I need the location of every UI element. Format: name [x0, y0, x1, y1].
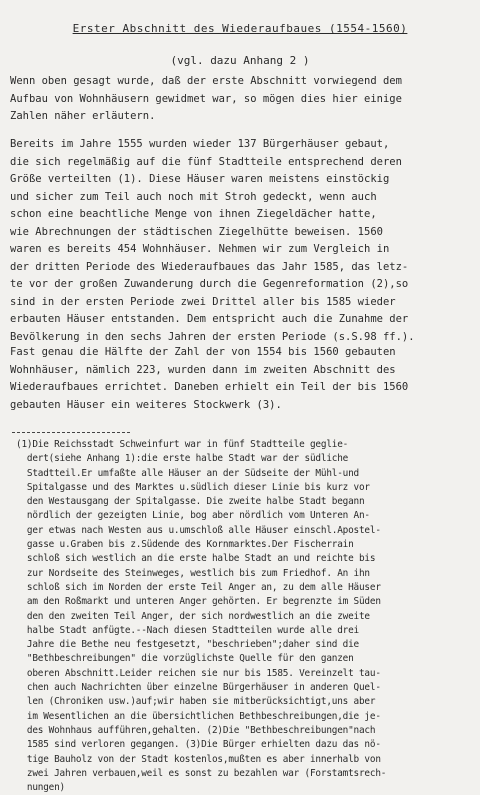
paragraph-house-counts: Bereits im Jahre 1555 wurden wieder 137 Bürgerhäuser gebaut, die sich regelmäßig auf die fünf Stadtteile entsprechend deren Größe verteilten (1). Diese Häuser waren meistens einstöckig und sicher zum Teil auch noch mit Stroh gedeckt, wenn auch schon eine beachtliche Menge von ihnen Ziegeldächer hatte, wie Abrechnungen der städtischen Ziegelhütte beweisen. 1560 waren es bereits 454 Wohnhäuser. Nehmen wir zum Vergleich in der dritten Periode des Wiederaufbaues das Jahr 1585, das letz- te vor der großen Zuwanderung durch die Gegenreformation (2),so sind in der ersten Periode zwei Drittel aller bis 1585 wieder erbauten Häuser entstanden. Dem entspricht auch die Zunahme der Bevölkerung in den sechs Jahren der ersten Periode (s.S.98 ff.).: [10, 138, 415, 343]
appendix-reference: (vgl. dazu Anhang 2 ): [170, 54, 310, 67]
footnote-divider: [12, 432, 130, 433]
paragraph-second-phase: Fast genau die Hälfte der Zahl der von 1554 bis 1560 gebauten Wohnhäuser, nämlich 223, wurden dann im zweiten Abschnitt des Wiederaufbaues errichtet. Daneben erhielt ein Teil der bis 1560 gebauten Häuser ein weiteres Stockwerk (3).: [10, 346, 409, 411]
footnotes: (1)Die Reichsstadt Schweinfurt war in fünf Stadtteile geglie- dert(siehe Anhang 1):die erste halbe Stadt war der südliche Stadtteil.Er umfaßte alle Häuser an der Südseite der Mühl-und Spitalgasse und des Marktes u.südlich dieser Linie bis kurz vor den Westausgang der Spitalgasse. Die zweite halbe Stadt begann nördlich der gezeigten Linie, bog aber nördlich vom Unteren An- ger etwas nach Westen aus u.umschloß alle Häuser einschl.Apostel- gasse u.Graben bis z.Südende des Kornmarktes.Der Fischerrain schloß sich westlich an die erste halbe Stadt an und reichte bis zur Nordseite des Steinweges, westlich bis zum Friedhof. An ihn schloß sich im Norden der erste Teil Anger an, zu dem alle Häuser am den Roßmarkt und unteren Anger gehörten. Er begrenzte im Süden den den zweiten Teil Anger, der sich nordwestlich an die zweite halbe Stadt anfügte.--Nach diesen Stadtteilen wurde alle drei Jahre die Bethe neu festgesetzt, "beschrieben";daher sind die "Bethbeschreibungen" die vorzüglichste Quelle für den ganzen oberen Abschnitt.Leider reichen sie nur bis 1585. Vereinzelt tau- chen auch Nachrichten über einzelne Bürgerhäuser in anderen Quel- len (Chroniken usw.)auf;wir haben sie mitberücksichtigt,uns aber im Wesentlichen an die übersichtlichen Bethbeschreibungen,die je- des Wohnhaus aufführen,gehalten. (2)Die "Bethbeschreibungen"nach 1585 sind verloren gegangen. (3)Die Bürger erhielten dazu das nö- tige Bauholz von der Stadt kostenlos,mußten es aber innerhalb von zwei Jahren verbauen,weil es sonst zu bezahlen war (Forstamtsrech- nungen): [16, 439, 387, 794]
section-heading: Erster Abschnitt des Wiederaufbaues (1554-1560): [72, 22, 408, 35]
paragraph-intro: Wenn oben gesagt wurde, daß der erste Abschnitt vorwiegend dem Aufbau von Wohnhäusern gewidmet war, so mögen dies hier einige Zahlen näher erläutern.: [10, 75, 402, 122]
